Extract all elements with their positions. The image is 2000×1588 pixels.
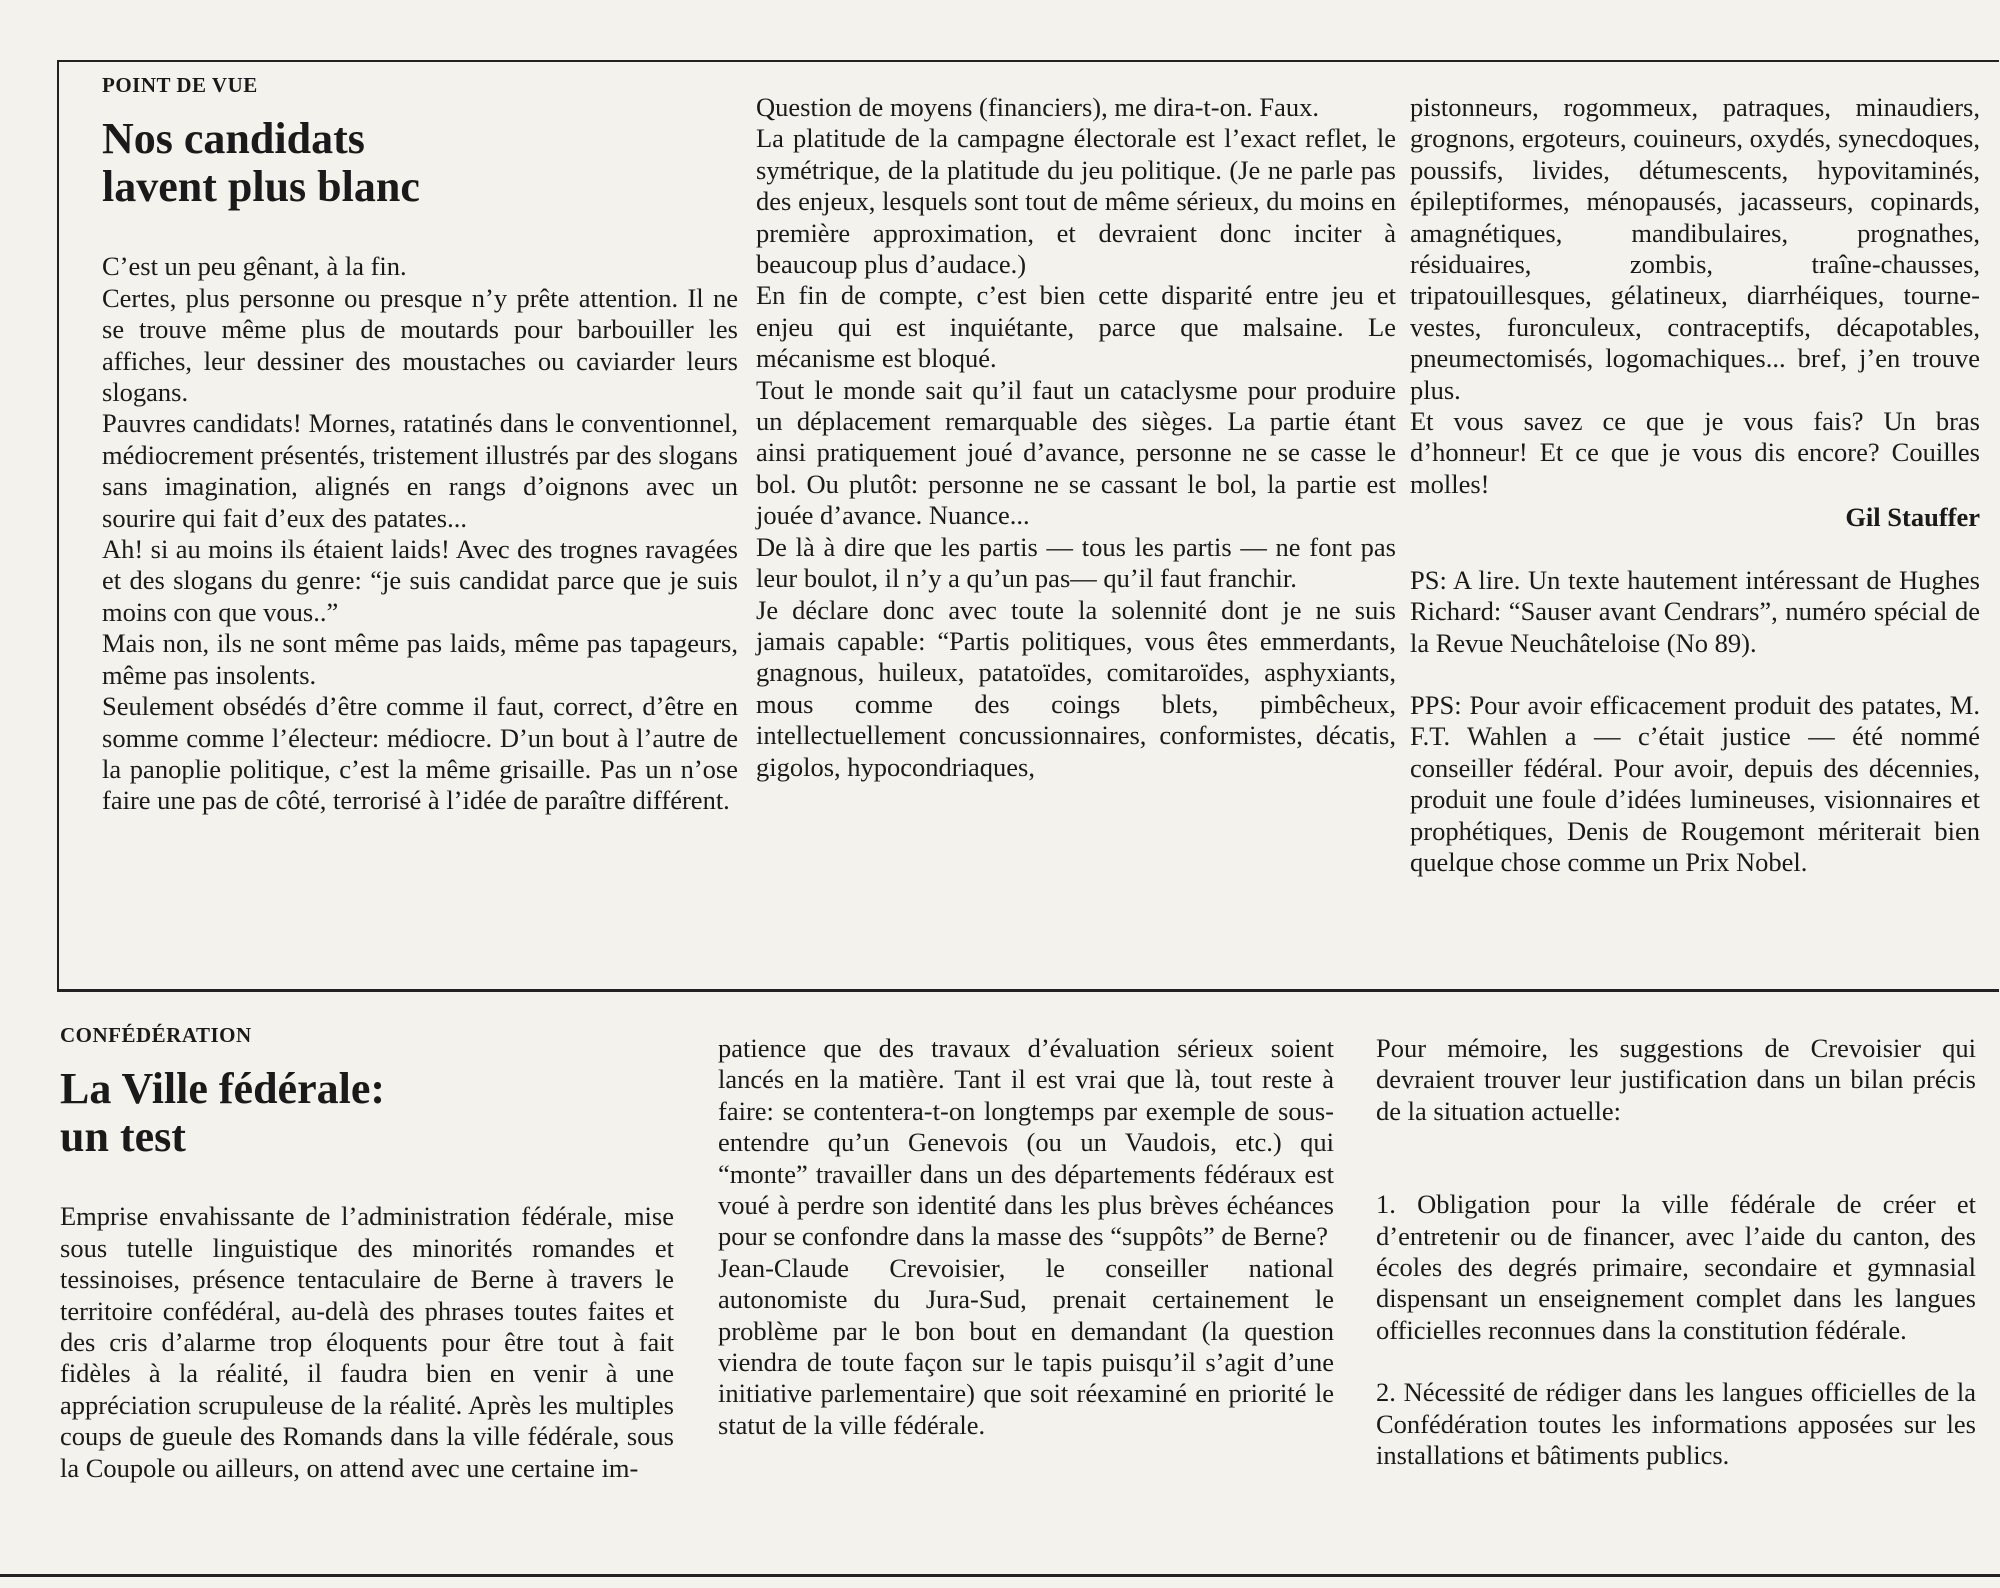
bottom-rule: [0, 1574, 2000, 1577]
paragraph: Emprise envahissante de l’administration fédérale, mise sous tutelle linguistique des minorités romandes et tessinoises, présence tentaculaire de Berne à travers le territoire confédéral, au-delà des phrases toutes faites et des cris d’alarme trop éloquents pour être tout à fait fidèles à la réalité, il faudra bien en venir à une appréciation scrupuleuse de la réalité. Après les multiples coups de gueule des Romands dans la ville fédérale, sous la Coupole ou ailleurs, on attend avec une certaine im-: [60, 1201, 674, 1483]
paragraph: Et vous savez ce que je vous fais? Un bras d’honneur! Et ce que je vous dis encore? Couilles molles!: [1410, 406, 1980, 499]
article-confederation: [0, 1000, 2000, 1588]
paragraph: De là à dire que les partis — tous les partis — ne font pas leur boulot, il n’y a qu’un pas— qu’il faut franchir.: [756, 531, 1396, 594]
author-signature: Gil Stauffer: [1845, 502, 1980, 533]
article1-column-2: [756, 92, 1396, 783]
article2-column-3: [1376, 1033, 1976, 1471]
paragraph: Pour mémoire, les suggestions de Crevoisier qui devraient trouver leur justification dans un bilan précis de la situation actuelle:: [1376, 1033, 1976, 1126]
paragraph: patience que des travaux d’évaluation sérieux soient lancés en la matière. Tant il est vrai que là, tout reste à faire: se contentera-t-on longtemps par exemple de sous-entendre qu’un Genevois (ou un Vaudois, etc.) qui “monte” travailler dans un des départements fédéraux est voué à perdre son identité dans les plus brèves échéances pour se confondre dans la masse des “suppôts” de Berne?: [718, 1033, 1334, 1252]
paragraph: Tout le monde sait qu’il faut un cataclysme pour produire un déplacement remarquable des sièges. La partie étant ainsi pratiquement joué d’avance, personne ne se casse le bol. Ou plutôt: personne ne se cassant le bol, la partie est jouée d’avance. Nuance...: [756, 374, 1396, 531]
list-item: 1. Obligation pour la ville fédérale de créer et d’entretenir ou de financer, avec l’aide du canton, des écoles des degrés primaire, secondaire et gymnasial dispensant un enseignement complet dans les langues officielles reconnues dans la constitution fédérale.: [1376, 1189, 1976, 1345]
article2-column-1: [60, 1020, 674, 1484]
article-point-de-vue: [57, 60, 1999, 992]
post-postscript: PPS: Pour avoir efficacement produit des patates, M. F.T. Wahlen a — c’était justice — été nommé conseiller fédéral. Pour avoir, depuis des décennies, produit une foule d’idées lumineuses, visionnaires et prophétiques, Denis de Rougemont mériterait bien quelque chose comme un Prix Nobel.: [1410, 689, 1980, 877]
article1-kicker: POINT DE VUE: [102, 73, 258, 97]
list-item: 2. Nécessité de rédiger dans les langues officielles de la Confédération toutes les informations apposées sur les installations et bâtiments publics.: [1376, 1377, 1976, 1471]
paragraph: Ah! si au moins ils étaient laids! Avec des trognes ravagées et des slogans du genre: “je suis candidat parce que je suis moins con que vous..”: [102, 534, 738, 627]
paragraph: Je déclare donc avec toute la solennité dont je ne suis jamais capable: “Partis politiques, vous êtes emmerdants, gnagnous, huileux, patatoïdes, comitaroïdes, asphyxiants, mous comme des coings blets, pimbêcheux, intellectuellement concussionnaires, conformistes, décatis, gigolos, hypocondriaques,: [756, 594, 1396, 782]
article1-headline: Nos candidats lavent plus blanc: [102, 114, 420, 212]
article2-headline: La Ville fédérale: un test: [60, 1064, 386, 1162]
paragraph: pistonneurs, rogommeux, patraques, minaudiers, grognons, ergoteurs, couineurs, oxydés, synecdoques, poussifs, livides, détumescents, hypovitaminés, épileptiformes, ménopausés, jacasseurs, copinards, amagnétiques, mandibulaires, prognathes, résiduaires, zombis, traîne-chausses, tripatouillesques, gélatineux, diarrhéiques, tourne-vestes, furonculeux, contraceptifs, décapotables, pneumectomisés, logomachiques... bref, j’en trouve plus.: [1410, 92, 1980, 405]
paragraph: Question de moyens (financiers), me dira-t-on. Faux.: [756, 92, 1319, 122]
paragraph: Seulement obsédés d’être comme il faut, correct, d’être en somme comme l’électeur: médiocre. D’un bout à l’autre de la panoplie politique, c’est la même grisaille. Pas un n’ose faire une pas de côté, terrorisé à l’idée de paraître différent.: [102, 691, 738, 816]
paragraph: En fin de compte, c’est bien cette disparité entre jeu et enjeu qui est inquiétante, parce que malsaine. Le mécanisme est bloqué.: [756, 280, 1396, 374]
paragraph: Pauvres candidats! Mornes, ratatinés dans le conventionnel, médiocrement présentés, tristement illustrés par des slogans sans imagination, alignés en rangs d’oignons avec un sourire qui fait d’eux des patates...: [102, 408, 738, 533]
paragraph: Jean-Claude Crevoisier, le conseiller national autonomiste du Jura-Sud, prenait certainement le problème par le bon bout en demandant (la question viendra de toute façon sur le tapis puisqu’il s’agit d’une initiative parlementaire) que soit réexaminé en priorité le statut de la ville fédérale.: [718, 1252, 1334, 1440]
paragraph: Mais non, ils ne sont même pas laids, même pas tapageurs, même pas insolents.: [102, 628, 738, 690]
paragraph: C’est un peu gênant, à la fin.: [102, 251, 407, 282]
article1-column-3: [1410, 92, 1980, 878]
paragraph: La platitude de la campagne électorale est l’exact reflet, le symétrique, de la platitude du jeu politique. (Je ne parle pas des enjeux, lesquels sont tout de même sérieux, du moins en première approximation, et devraient donc inciter à beaucoup plus d’audace.): [756, 123, 1396, 280]
article2-column-2: [718, 1033, 1334, 1441]
postscript: PS: A lire. Un texte hautement intéressant de Hughes Richard: “Sauser avant Cendrars”, numéro spécial de la Revue Neuchâteloise (No 89).: [1410, 564, 1980, 658]
article2-kicker: CONFÉDÉRATION: [60, 1023, 252, 1047]
article1-column-1: [102, 70, 738, 817]
paragraph: Certes, plus personne ou presque n’y prête attention. Il ne se trouve même plus de moutards pour barbouiller les affiches, leur dessiner des moustaches ou caviarder leurs slogans.: [102, 282, 738, 408]
